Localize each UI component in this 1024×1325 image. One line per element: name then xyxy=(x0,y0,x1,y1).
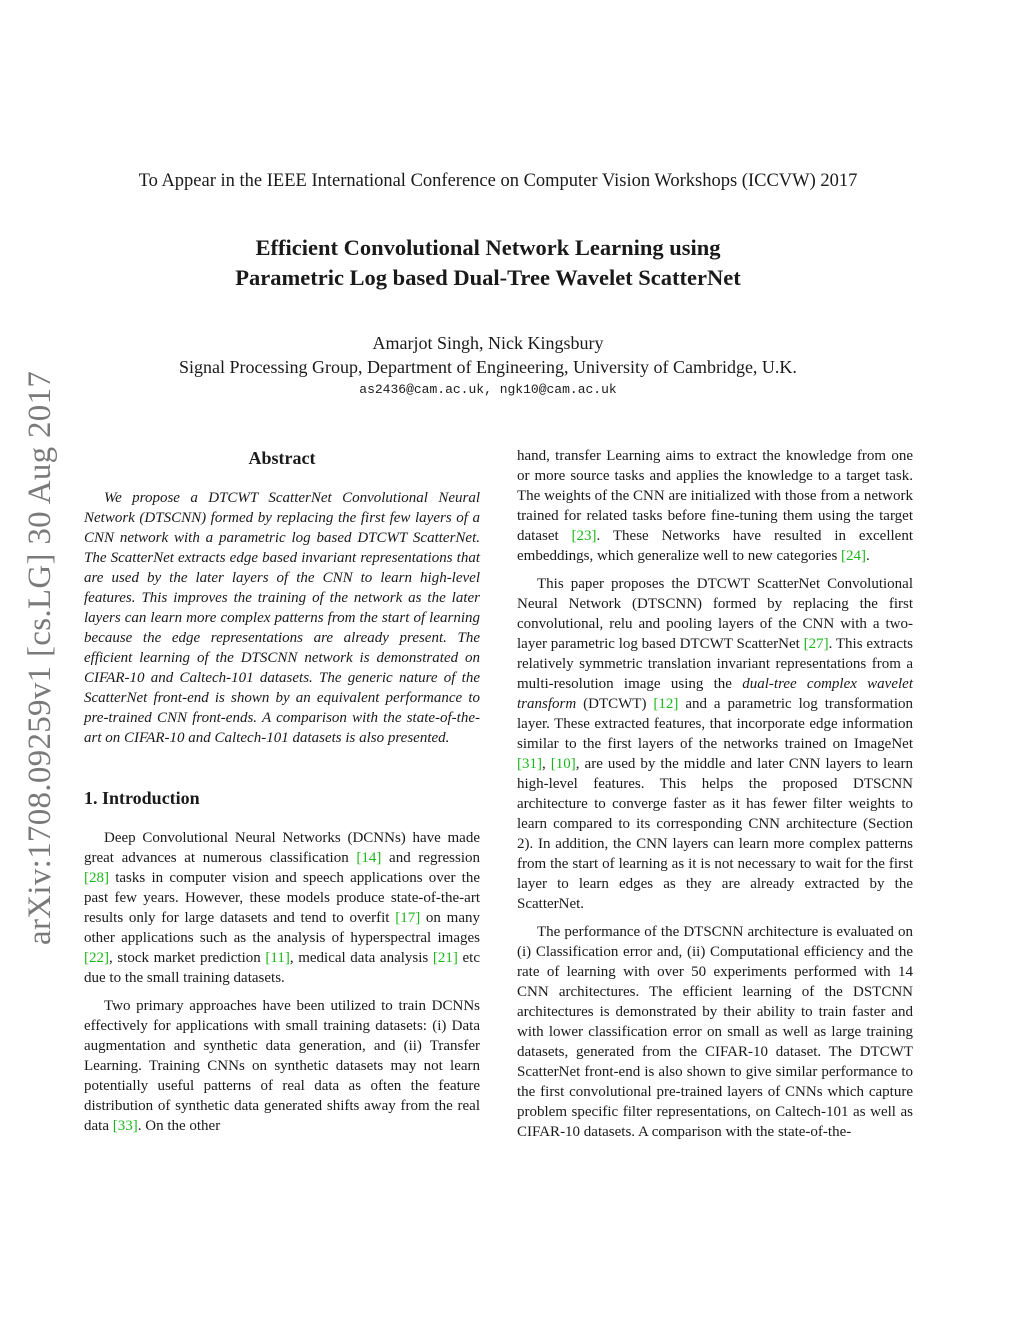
citation-link[interactable]: [23] xyxy=(571,528,597,544)
text-run: . On the other xyxy=(137,1118,221,1134)
text-run: on many other applications such as the analysis of hyperspectral images xyxy=(84,910,480,946)
text-run: hand, transfer Learning aims to extract the knowledge from one or more source tasks and applies the knowledge to a target task. The weights of the CNN are initialized with those from a network trained for related tasks before fine-tuning them using the target dataset xyxy=(517,448,913,544)
citation-link[interactable]: [12] xyxy=(653,696,679,712)
citation-link[interactable]: [24] xyxy=(841,548,867,564)
text-run: , stock market prediction xyxy=(109,950,266,966)
citation-link[interactable]: [27] xyxy=(803,636,829,652)
citation-link[interactable]: [17] xyxy=(395,910,421,926)
paper-title xyxy=(0,233,1000,293)
text-run: and a parametric log transformation layer. These extracted features, that incorporate edge information similar to the first layers of the networks trained on ImageNet xyxy=(517,696,914,752)
author-emails: as2436@cam.ac.uk, ngk10@cam.ac.uk xyxy=(359,382,617,397)
intro-paragraph-2 xyxy=(84,996,480,1136)
text-run: . xyxy=(866,548,870,564)
citation-link[interactable]: [22] xyxy=(84,950,109,966)
right-paragraph-3: The performance of the DTSCNN architecture is evaluated on (i) Classification error and, (ii) Computational efficiency and the rate of learning with over 50 experiments performed with 14 CNN architectures. The efficient learning of the DSTCNN architectures is demonstrated by their ability to train faster and with lower classification error on small as well as large training datasets, generated from the CIFAR-10 dataset. The DTCWT ScatterNet front-end is also shown to give similar performance to the first convolutional pre-trained layers of CNNs which capture problem specific filter representations, on Caltech-101 as well as CIFAR-10 datasets. A comparison with the state-of-the- xyxy=(517,924,913,1140)
arxiv-side-stamp: arXiv:1708.09259v1 [cs.LG] 30 Aug 2017 xyxy=(22,370,58,945)
text-run: This paper proposes the DTCWT ScatterNet Convolutional Neural Network (DTSCNN) formed by replacing the first convolutional, relu and pooling layers of the CNN with a two-layer parametric log based DTCWT ScatterNet xyxy=(517,576,913,652)
citation-link[interactable]: [31] xyxy=(517,756,542,772)
text-run: Deep Convolutional Neural Networks (DCNNs) have made great advances at numerous classification xyxy=(84,830,480,866)
intro-paragraph-1 xyxy=(84,828,480,988)
intro-heading: 1. Introduction xyxy=(84,788,200,808)
text-run: tasks in computer vision and speech applications over the past few years. However, these models produce state-of-the-art results only for large datasets and tend to overfit xyxy=(84,870,480,926)
right-column xyxy=(517,446,913,1150)
text-run: , are used by the middle and later CNN layers to learn high-level features. This helps the proposed DTSCNN architecture to converge faster as it has fewer filter weights to learn compared to its corresponding CNN architecture (Section 2). In addition, the CNN layers can learn more complex patterns from the start of learning as it is not necessary to wait for the first layer to learn edges as they are already extracted by the ScatterNet. xyxy=(517,756,913,912)
title-line-2: Parametric Log based Dual-Tree Wavelet ScatterNet xyxy=(235,265,741,290)
left-column xyxy=(84,446,480,1144)
text-run: . This extracts relatively symmetric translation invariant representations from a multi-resolution image using the xyxy=(517,636,913,692)
citation-link[interactable]: [21] xyxy=(432,950,458,966)
text-run: and regression xyxy=(381,850,480,866)
text-run: (DTCWT) xyxy=(576,696,654,712)
text-run: . These Networks have resulted in excellent embeddings, which generalize well to new categories xyxy=(517,528,913,564)
right-paragraph-2 xyxy=(517,574,913,914)
citation-link[interactable]: [11] xyxy=(265,950,290,966)
citation-link[interactable]: [10] xyxy=(550,756,576,772)
text-run: etc due to the small training datasets. xyxy=(84,950,481,986)
right-paragraph-1 xyxy=(517,446,913,566)
venue-line: To Appear in the IEEE International Conference on Computer Vision Workshops (ICCVW) 2017 xyxy=(138,171,858,191)
abstract-heading: Abstract xyxy=(248,448,316,468)
text-run: Two primary approaches have been utilized to train DCNNs effectively for applications with small training datasets: (i) Data augmentation and synthetic data generation, and (ii) Transfer Learning. Training CNNs on synthetic datasets may not learn potentially useful patterns of real data as often the feature distribution of synthetic data generated shifts away from the real data xyxy=(84,998,480,1134)
emphasis-run: dual-tree complex wavelet transform xyxy=(517,676,913,712)
citation-link[interactable]: [14] xyxy=(356,850,382,866)
affiliation: Signal Processing Group, Department of Engineering, University of Cambridge, U.K. xyxy=(179,357,797,377)
title-line-1: Efficient Convolutional Network Learning using xyxy=(255,235,721,260)
author-block xyxy=(0,331,1000,379)
author-names: Amarjot Singh, Nick Kingsbury xyxy=(372,333,604,353)
abstract-text: We propose a DTCWT ScatterNet Convolutional Neural Network (DTSCNN) formed by replacing the first few layers of a CNN network with a parametric log based DTCWT ScatterNet. The ScatterNet extracts edge based invariant representations that are used by the later layers of the CNN to learn high-level features. This improves the training of the network as the later layers can learn more complex patterns from the start of learning because the edge representations are already present. The efficient learning of the DTSCNN network is demonstrated on CIFAR-10 and Caltech-101 datasets. The generic nature of the ScatterNet front-end is shown by an equivalent performance to pre-trained CNN front-ends. A comparison with the state-of-the-art on CIFAR-10 and Caltech-101 datasets is also presented. xyxy=(84,490,480,746)
citation-link[interactable]: [28] xyxy=(84,870,109,886)
text-run: , medical data analysis xyxy=(289,950,433,966)
citation-link[interactable]: [33] xyxy=(112,1118,138,1134)
text-run: , xyxy=(542,756,551,772)
